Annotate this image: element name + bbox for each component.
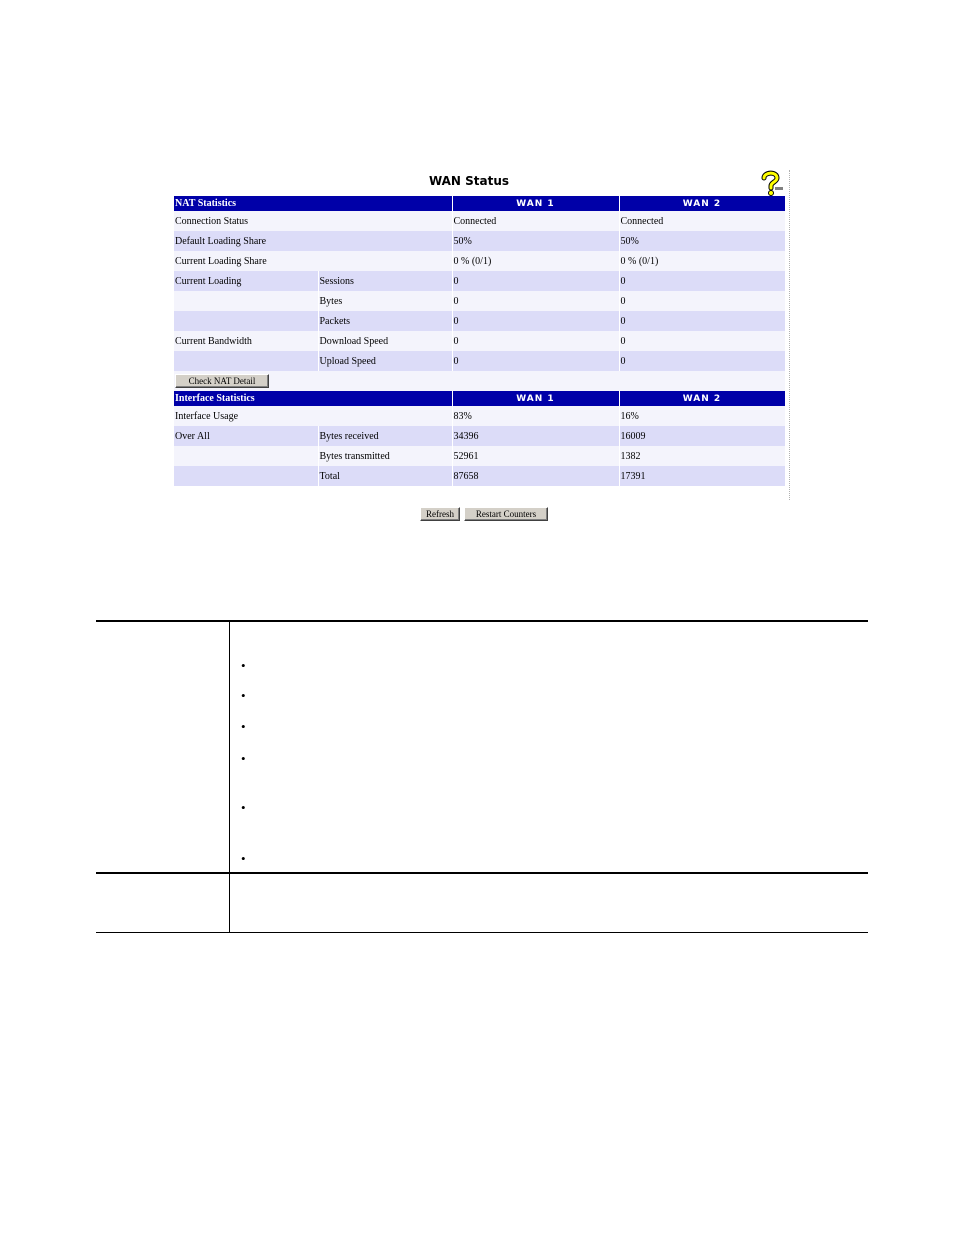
- row-label: Over All: [174, 426, 318, 446]
- wan1-value: 0 % (0/1): [452, 251, 619, 271]
- wan2-value: 0: [619, 271, 785, 291]
- row-label: [174, 446, 318, 466]
- refresh-button[interactable]: Refresh: [420, 507, 460, 521]
- help-question-icon[interactable]: [758, 170, 784, 196]
- row-label: [174, 466, 318, 486]
- wan-status-screen: [172, 170, 792, 532]
- table-row: [174, 291, 785, 311]
- wan1-value: 34396: [452, 426, 619, 446]
- wan2-value: 16%: [619, 406, 785, 426]
- frame-divider: [789, 170, 790, 500]
- table-row: [174, 331, 785, 351]
- wan1-value: 0: [452, 311, 619, 331]
- table-row: [174, 351, 785, 371]
- table-row: [174, 426, 785, 446]
- row-sublabel: Packets: [318, 311, 452, 331]
- wan1-value: 83%: [452, 406, 619, 426]
- bullet-icon: •: [241, 751, 246, 766]
- row-label: Current Loading Share: [174, 251, 452, 271]
- row-label: Current Bandwidth: [174, 331, 318, 351]
- table-row: [174, 211, 785, 231]
- row-sublabel: Sessions: [318, 271, 452, 291]
- check-nat-row: [174, 371, 785, 391]
- bullet-icon: •: [241, 851, 246, 866]
- wan2-value: 0: [619, 331, 785, 351]
- table-column-divider: [229, 621, 230, 932]
- iface-header-label: Interface Statistics: [174, 391, 452, 406]
- nat-header-row: [174, 196, 785, 211]
- row-sublabel: Download Speed: [318, 331, 452, 351]
- row-label: Connection Status: [174, 211, 452, 231]
- iface-wan2-header: WAN 2: [619, 391, 785, 406]
- bullet-icon: •: [241, 719, 246, 734]
- row-sublabel: Upload Speed: [318, 351, 452, 371]
- nat-header-label: NAT Statistics: [174, 196, 452, 211]
- row-label: [174, 311, 318, 331]
- bullet-icon: •: [241, 800, 246, 815]
- wan1-value: 52961: [452, 446, 619, 466]
- wan2-value: 0 % (0/1): [619, 251, 785, 271]
- table-row: [174, 311, 785, 331]
- nat-statistics-table: [174, 196, 786, 486]
- wan1-value: Connected: [452, 211, 619, 231]
- row-label: [174, 351, 318, 371]
- wan1-value: 0: [452, 271, 619, 291]
- wan2-value: 0: [619, 351, 785, 371]
- check-nat-detail-button[interactable]: Check NAT Detail: [175, 374, 269, 388]
- wan1-value: 0: [452, 351, 619, 371]
- iface-header-row: [174, 391, 785, 406]
- table-bottom-rule: [96, 932, 868, 933]
- row-sublabel: Total: [318, 466, 452, 486]
- table-row: [174, 406, 785, 426]
- row-label: Interface Usage: [174, 406, 452, 426]
- iface-wan1-header: WAN 1: [452, 391, 619, 406]
- table-row: [174, 271, 785, 291]
- bullet-icon: •: [241, 688, 246, 703]
- table-row: [174, 231, 785, 251]
- page-title: WAN Status: [428, 174, 510, 188]
- row-sublabel: Bytes transmitted: [318, 446, 452, 466]
- row-label: Current Loading: [174, 271, 318, 291]
- restart-counters-button[interactable]: Restart Counters: [464, 507, 548, 521]
- table-row: [174, 466, 785, 486]
- action-buttons: [420, 504, 548, 522]
- wan2-value: 0: [619, 291, 785, 311]
- bullet-icon: •: [241, 658, 246, 673]
- wan1-value: 0: [452, 291, 619, 311]
- wan2-value: 1382: [619, 446, 785, 466]
- table-row: [174, 251, 785, 271]
- row-label: [174, 291, 318, 311]
- wan1-value: 50%: [452, 231, 619, 251]
- table-top-rule: [96, 620, 868, 622]
- nat-wan2-header: WAN 2: [619, 196, 785, 211]
- nat-wan1-header: WAN 1: [452, 196, 619, 211]
- wan2-value: Connected: [619, 211, 785, 231]
- row-sublabel: Bytes received: [318, 426, 452, 446]
- wan2-value: 16009: [619, 426, 785, 446]
- row-label: Default Loading Share: [174, 231, 452, 251]
- table-middle-rule: [96, 872, 868, 874]
- row-sublabel: Bytes: [318, 291, 452, 311]
- wan1-value: 0: [452, 331, 619, 351]
- wan2-value: 17391: [619, 466, 785, 486]
- wan2-value: 0: [619, 311, 785, 331]
- wan2-value: 50%: [619, 231, 785, 251]
- table-row: [174, 446, 785, 466]
- wan1-value: 87658: [452, 466, 619, 486]
